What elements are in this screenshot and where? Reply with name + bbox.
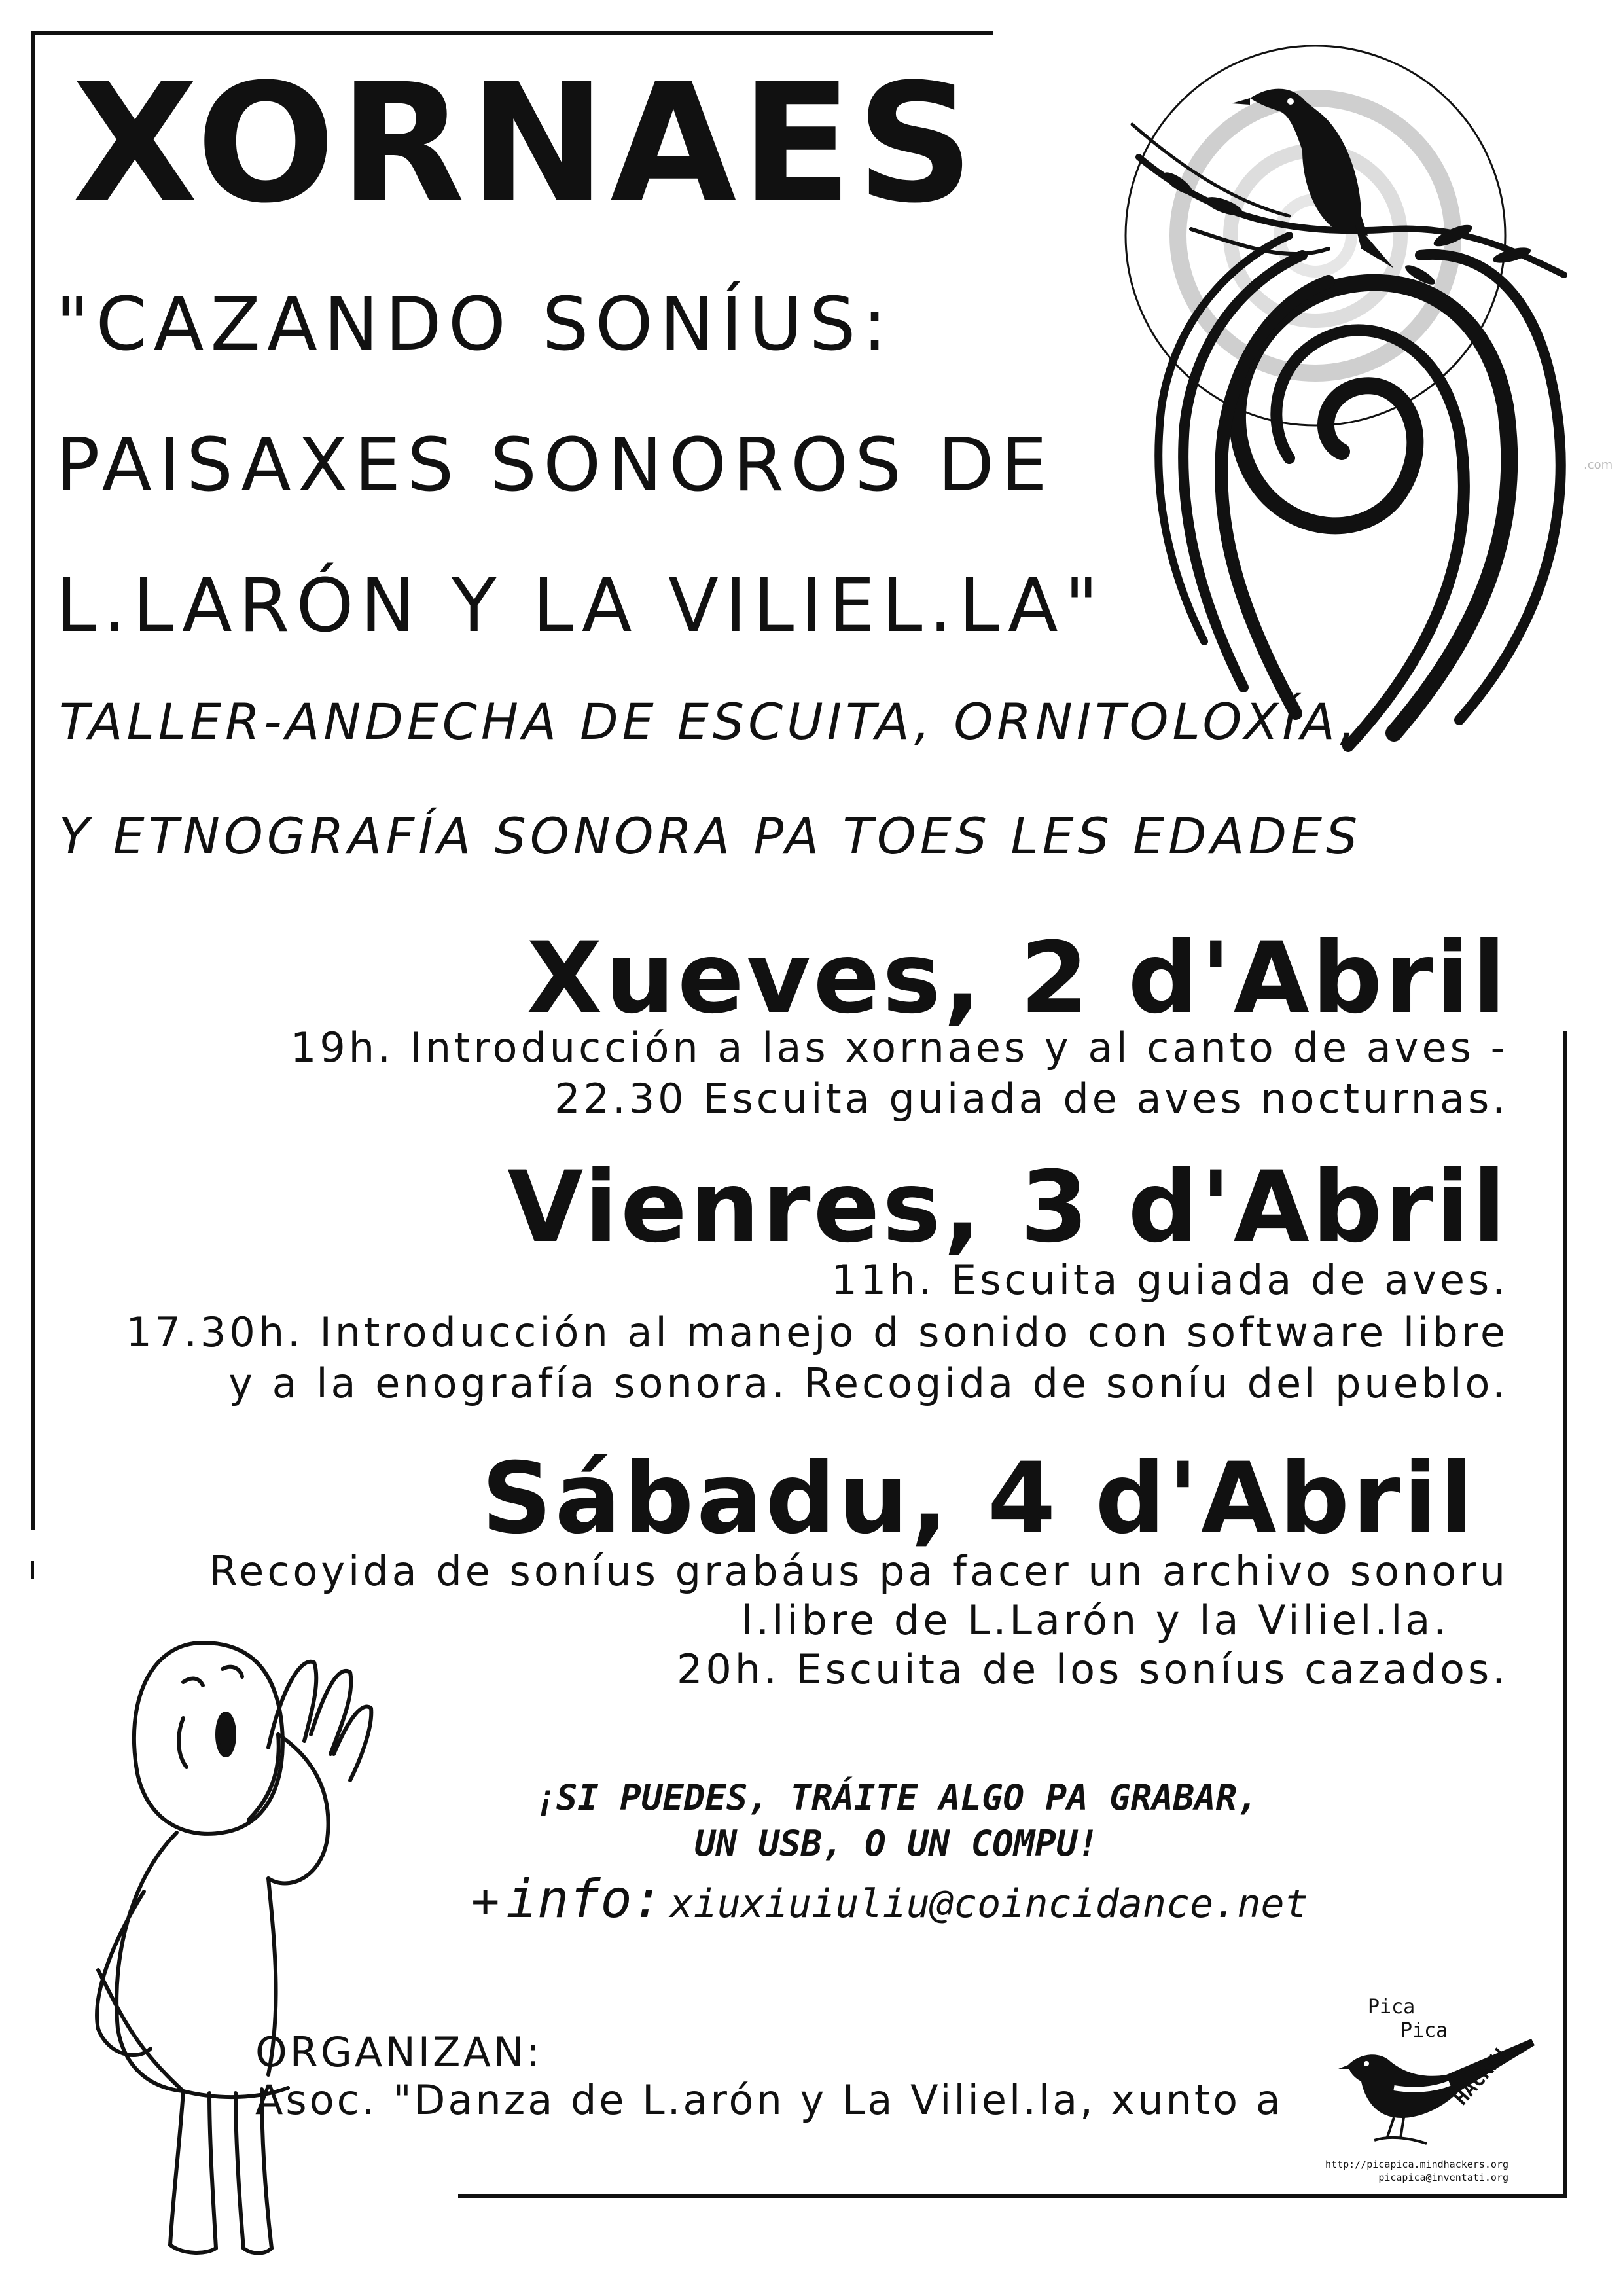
frame-left-border xyxy=(31,31,35,1530)
schedule-day-2-line-2: 17.30h. Introducción al manejo d sonido con software libre xyxy=(126,1308,1508,1356)
crow-on-spiral-moon-icon xyxy=(1054,39,1590,766)
frame-left-tick xyxy=(31,1561,34,1579)
frame-top-border xyxy=(31,31,993,35)
subtitle-line-3: L.LARÓN Y LA VILIEL.LA" xyxy=(56,564,1105,649)
schedule-day-2: Vienres, 3 d'Abril xyxy=(507,1151,1508,1265)
picapica-logo-line-2: Pica xyxy=(1400,2019,1448,2042)
magpie-logo-icon xyxy=(1335,2026,1544,2163)
picapica-logo-line-1: Pica xyxy=(1368,1996,1416,2018)
schedule-day-1-line-2: 22.30 Escuita guiada de aves nocturnas. xyxy=(554,1075,1508,1122)
watermark-text: .com xyxy=(1584,458,1613,472)
tagline-line-1: TALLER-ANDECHA DE ESCUITA, ORNITOLOXÍA, xyxy=(59,692,1360,751)
page-title: XORNAES xyxy=(72,48,978,239)
frame-bottom-border xyxy=(458,2194,1567,2198)
picapica-hack-label: HACK#! xyxy=(1450,2041,1514,2110)
organizers-heading: ORGANIZAN: xyxy=(255,2028,543,2076)
schedule-day-1-line-1: 19h. Introducción a las xornaes y al canto de aves - xyxy=(290,1024,1508,1071)
schedule-day-3-line-2: l.libre de L.Larón y la Viliel.la. xyxy=(741,1596,1450,1644)
picapica-email: picapica@inventati.org xyxy=(1378,2172,1508,2183)
schedule-day-1: Xueves, 2 d'Abril xyxy=(526,922,1508,1035)
contact-info xyxy=(471,1869,1308,1929)
schedule-day-3-line-1: Recoyida de soníus grabáus pa facer un archivo sonoru xyxy=(209,1547,1508,1595)
schedule-day-2-line-3: y a la enografía sonora. Recogida de soníu del pueblo. xyxy=(228,1359,1508,1407)
organizers-text: Asoc. "Danza de L.arón y La Viliel.la, xunto a xyxy=(255,2076,1283,2124)
schedule-day-2-line-1: 11h. Escuita guiada de aves. xyxy=(831,1256,1508,1304)
contact-email: xiuxiuiuliu@coincidance.net xyxy=(669,1881,1308,1927)
bring-device-notice-line-2: UN USB, O UN COMPU! xyxy=(694,1823,1099,1864)
contact-plus-sign: + xyxy=(471,1873,500,1928)
picapica-url: http://picapica.mindhackers.org xyxy=(1325,2159,1508,2170)
bring-device-notice-line-1: ¡SI PUEDES, TRÁITE ALGO PA GRABAR, xyxy=(535,1777,1258,1818)
schedule-day-3-line-3: 20h. Escuita de los soníus cazados. xyxy=(676,1645,1508,1693)
tagline-line-2: Y ETNOGRAFÍA SONORA PA TOES LES EDADES xyxy=(59,807,1362,865)
listening-person-icon xyxy=(52,1604,458,2265)
contact-info-label: info: xyxy=(506,1869,664,1929)
frame-right-border xyxy=(1563,1031,1567,2196)
schedule-day-3: Sábadu, 4 d'Abril xyxy=(481,1442,1476,1556)
subtitle-line-1: "CAZANDO SONÍUS: xyxy=(56,282,894,367)
subtitle-line-2: PAISAXES SONOROS DE xyxy=(56,423,1054,508)
